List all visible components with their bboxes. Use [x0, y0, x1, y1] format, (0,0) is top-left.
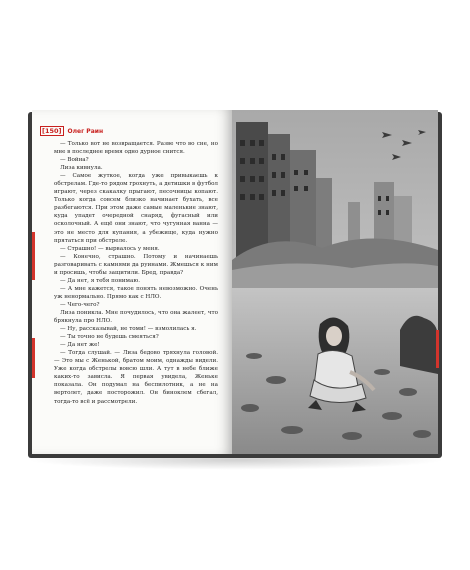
paragraph: — Тогда слушай. — Лиза бедово тряхнула головой. — Это мы с Женькой, братом моим, однажды видели. Уже когда обстрелы вовсю шли. А тут в небе ближе каких-то зависла. Я первая увидела, Женьке показала. Он подумал на беспилотник, а не на вертолет, даже посторожил. Он биноклем сбегал, тогда-то всё и рассмотрели. — [54, 350, 218, 405]
paragraph: — Конечно, страшно. Потому и начинаешь разговаривать с камнями да руинами. Жмешься к ним и просишь, чтобы защитили. Бред, правда? — [54, 253, 218, 276]
page-header — [40, 126, 103, 136]
paragraph: — Война? — [60, 157, 89, 164]
paragraph: — А мне кажется, такое понять невозможно. Очень уж ненормально. Прямо как с НЛО. — [54, 285, 218, 300]
paragraph: — Ну, рассказывай, не томи! — взмолилась я. — [60, 326, 197, 333]
paragraph: — Только вот не возвращается. Разве что во сне, но мне в последнее время одно дурное снится. — [54, 141, 218, 156]
war-illustration — [232, 110, 438, 454]
right-page-illustration — [232, 110, 438, 454]
page-number: [150] — [42, 127, 62, 135]
paragraph: — Чего-чего? — [60, 301, 100, 308]
red-edge-accent — [32, 338, 35, 378]
paragraph: — Да нет, я тебя понимаю. — [60, 277, 140, 284]
rubble-slope — [232, 263, 438, 290]
paragraph: Лиза кивнула. — [60, 165, 103, 172]
paragraph: — Самое жуткое, когда уже привыкаешь к обстрелам. Где-то рядом грохнуть, а детишки в футбол играют, через скакалку прыгают, песочницы копают. Только когда совсем близко начинает бухать, все разбегаются. При этом даже самые маленькие знают, куда упадет очередной снаряд, фугасный или осколочный. А ещё они знают, что чугунная ванна — это не место для купания, а убежище, куда нужно прятаться при обстреле. — [54, 173, 218, 244]
paragraph: — Страшно! — вырвалось у меня. — [60, 245, 160, 252]
bush — [400, 316, 438, 374]
paragraph: Лиза поникла. Мне почудилось, что она жалеет, что брякнула про НЛО. — [54, 309, 218, 325]
paragraph: — Да нет же! — [60, 342, 100, 349]
red-edge-accent — [32, 232, 35, 280]
red-edge-accent — [436, 330, 439, 368]
paragraph: — Ты точно не будешь смеяться? — [60, 334, 159, 341]
page-text — [54, 140, 218, 406]
author-name: Олег Раин — [67, 127, 104, 135]
